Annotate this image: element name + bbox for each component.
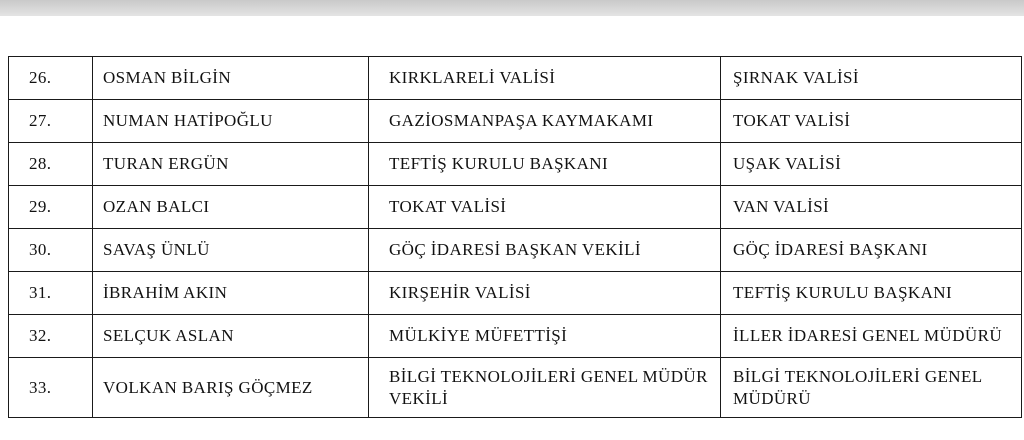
person-name: SELÇUK ASLAN (93, 315, 369, 358)
previous-position: TEFTİŞ KURULU BAŞKANI (369, 143, 721, 186)
row-number: 26. (9, 57, 93, 100)
previous-position: KIRKLARELİ VALİSİ (369, 57, 721, 100)
previous-position: TOKAT VALİSİ (369, 186, 721, 229)
person-name: TURAN ERGÜN (93, 143, 369, 186)
new-position: VAN VALİSİ (721, 186, 1022, 229)
person-name: SAVAŞ ÜNLÜ (93, 229, 369, 272)
new-position: GÖÇ İDARESİ BAŞKANI (721, 229, 1022, 272)
person-name: OSMAN BİLGİN (93, 57, 369, 100)
table-row (9, 272, 1022, 315)
new-position: TEFTİŞ KURULU BAŞKANI (721, 272, 1022, 315)
table-row (9, 315, 1022, 358)
person-name: VOLKAN BARIŞ GÖÇMEZ (93, 358, 369, 418)
table-row (9, 186, 1022, 229)
new-position: TOKAT VALİSİ (721, 100, 1022, 143)
row-number: 33. (9, 358, 93, 418)
table-row (9, 229, 1022, 272)
person-name: NUMAN HATİPOĞLU (93, 100, 369, 143)
previous-position: GÖÇ İDARESİ BAŞKAN VEKİLİ (369, 229, 721, 272)
row-number: 31. (9, 272, 93, 315)
row-number: 28. (9, 143, 93, 186)
new-position: BİLGİ TEKNOLOJİLERİ GENEL MÜDÜRÜ (721, 358, 1022, 418)
page-top-band (0, 0, 1024, 16)
person-name: OZAN BALCI (93, 186, 369, 229)
previous-position: MÜLKİYE MÜFETTİŞİ (369, 315, 721, 358)
new-position: UŞAK VALİSİ (721, 143, 1022, 186)
row-number: 29. (9, 186, 93, 229)
table-row (9, 143, 1022, 186)
table-row (9, 100, 1022, 143)
table-row (9, 358, 1022, 418)
previous-position: KIRŞEHİR VALİSİ (369, 272, 721, 315)
row-number: 30. (9, 229, 93, 272)
row-number: 32. (9, 315, 93, 358)
previous-position: BİLGİ TEKNOLOJİLERİ GENEL MÜDÜR VEKİLİ (369, 358, 721, 418)
row-number: 27. (9, 100, 93, 143)
person-name: İBRAHİM AKIN (93, 272, 369, 315)
appointments-table (8, 56, 1022, 418)
new-position: ŞIRNAK VALİSİ (721, 57, 1022, 100)
table-row (9, 57, 1022, 100)
new-position: İLLER İDARESİ GENEL MÜDÜRÜ (721, 315, 1022, 358)
previous-position: GAZİOSMANPAŞA KAYMAKAMI (369, 100, 721, 143)
